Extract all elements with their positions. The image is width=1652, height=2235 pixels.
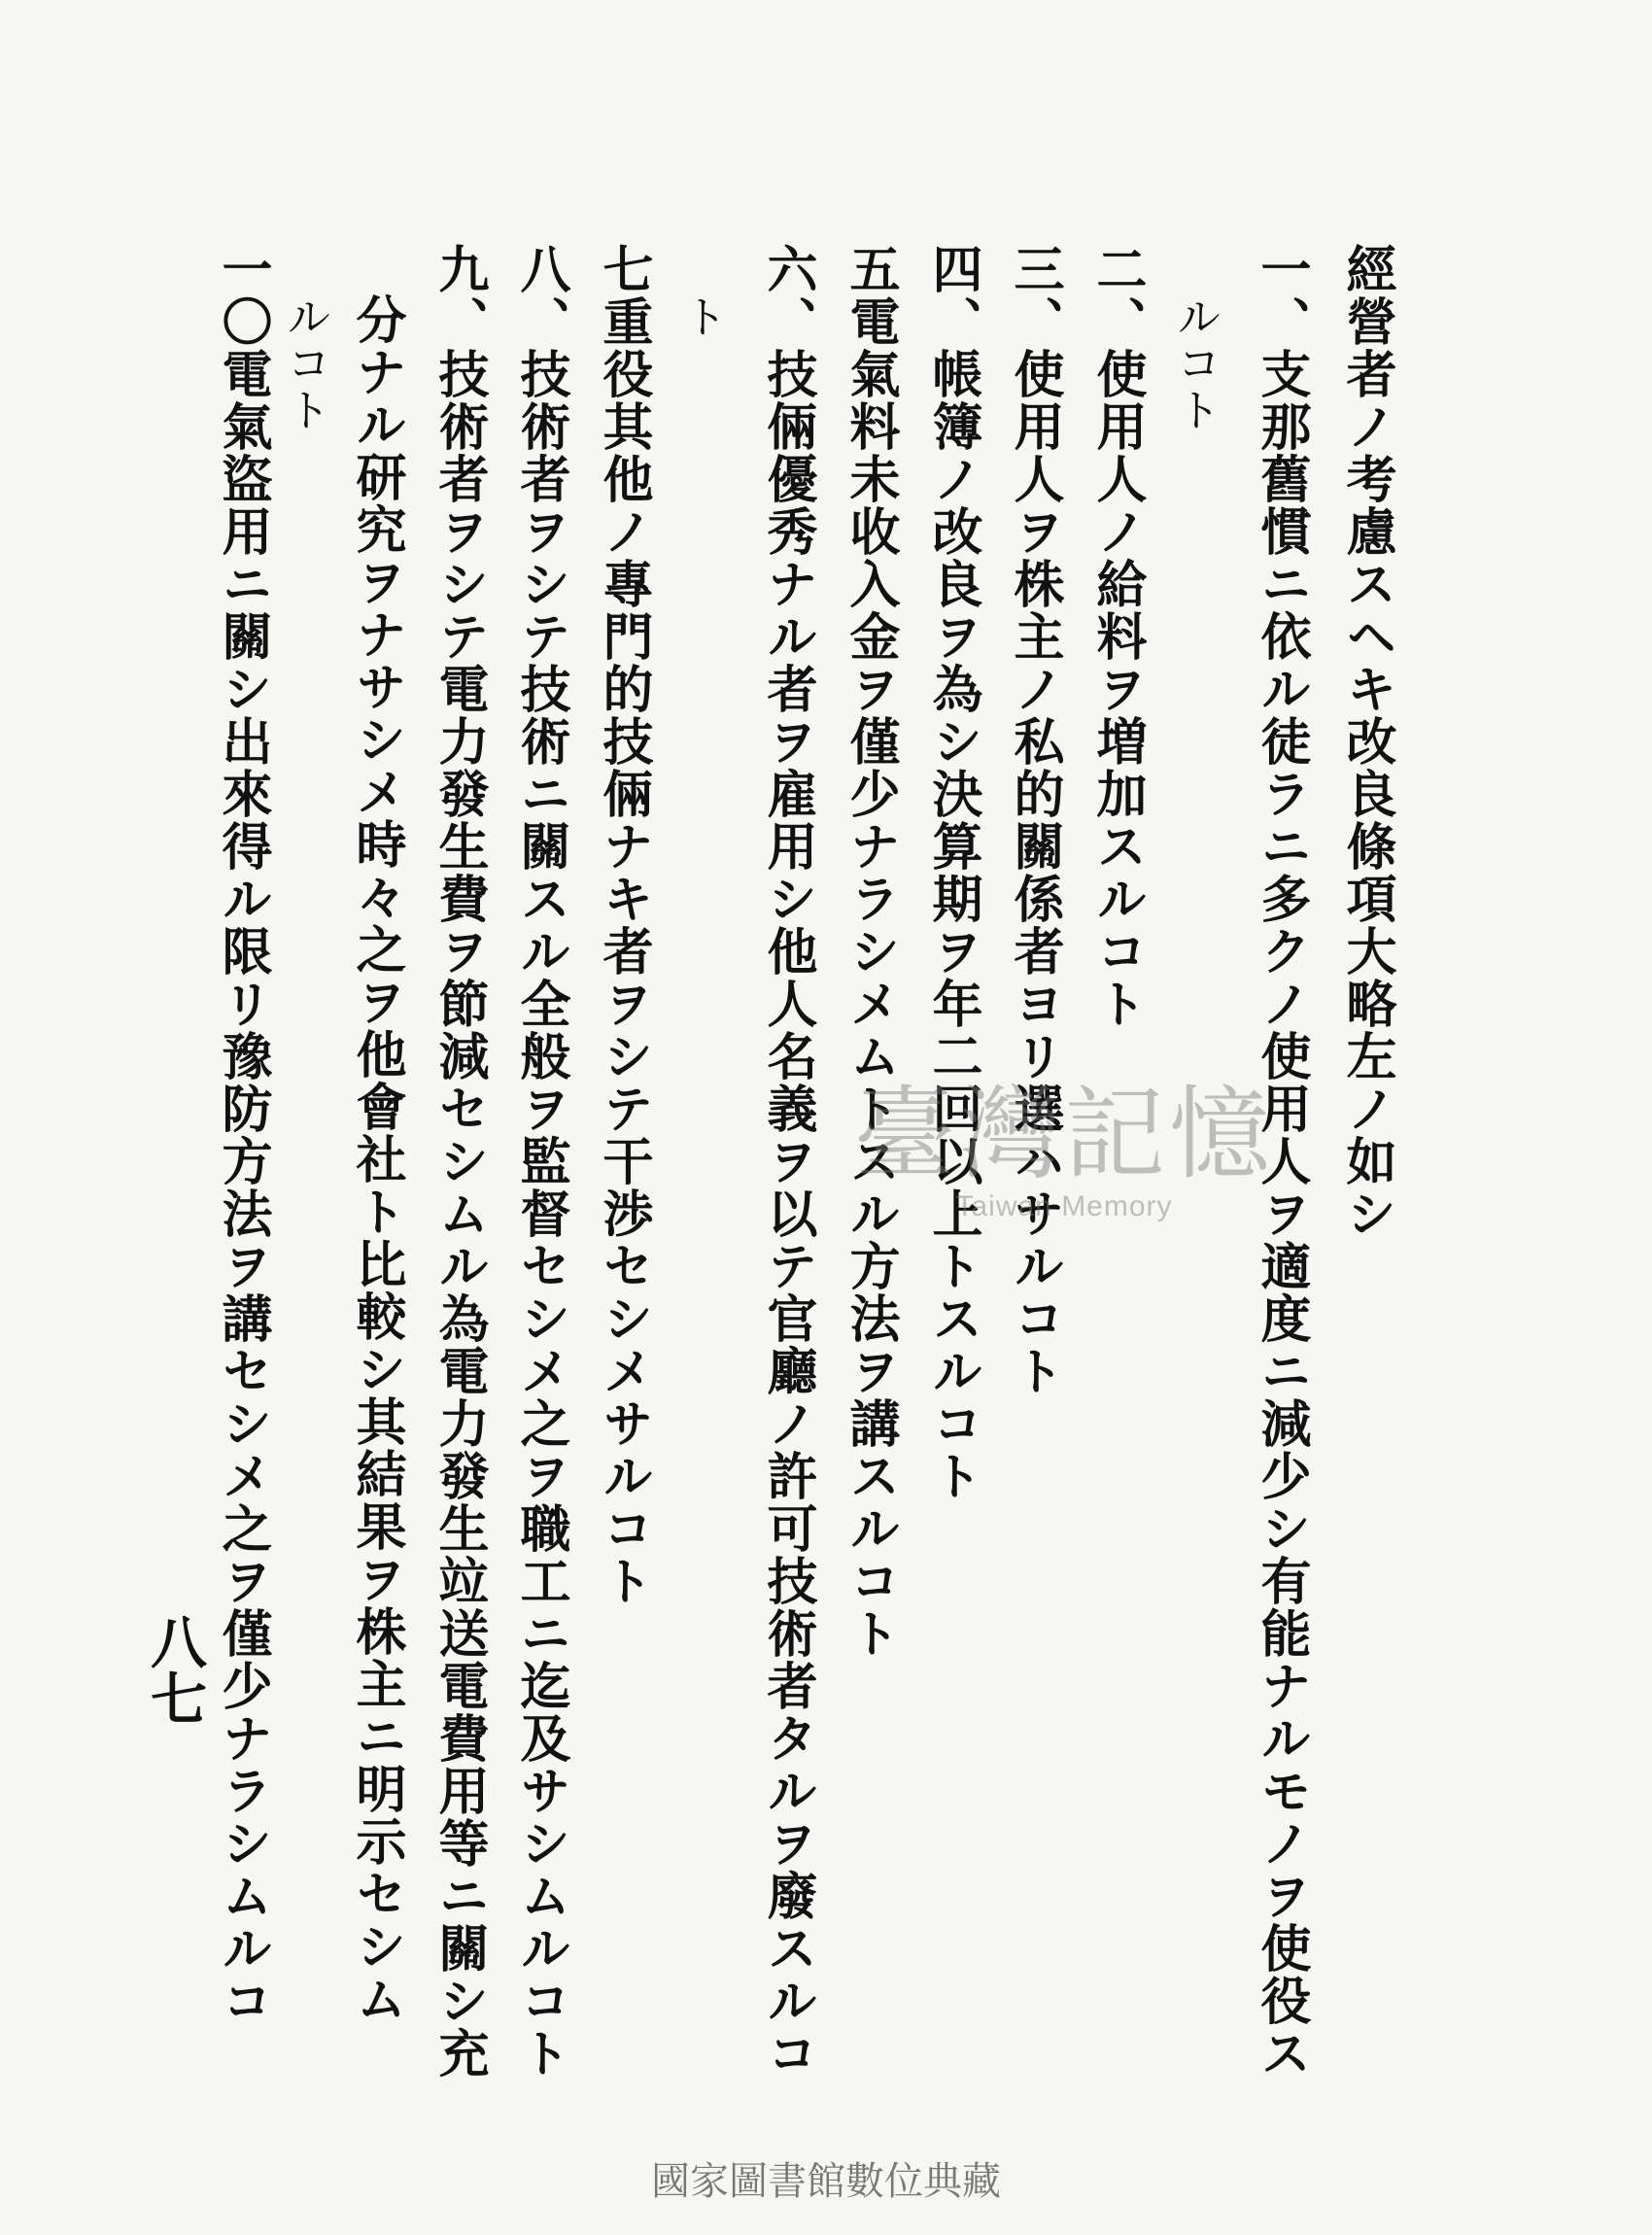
text-column-13: 分ナル研究ヲナサシメ時々之ヲ他會社ト比較シ其結果ヲ株主ニ明示セシム: [347, 293, 406, 2025]
text-column-9: ト: [676, 293, 729, 340]
page-number: 八七: [141, 1613, 207, 1726]
text-column-5: 三、使用人ヲ株主ノ私的關係者ヨリ選ハサルコト: [1005, 243, 1064, 1397]
text-column-11: 八、技術者ヲシテ技術ニ關スル全般ヲ監督セシメ之ヲ職工ニ迄及サシムルコト: [511, 243, 570, 2080]
footer-source: 國家圖書館數位典藏: [651, 2159, 1001, 2204]
text-column-8: 六、技倆優秀ナル者ヲ雇用シ他人名義ヲ以テ官廳ノ許可技術者タルヲ廢スルコ: [758, 243, 817, 2080]
text-column-12: 九、技術者ヲシテ電力發生費ヲ節減セシムル為電力發生竝送電費用等ニ關シ充: [430, 243, 489, 2080]
text-column-2: 一、支那舊慣ニ依ル徒ラニ多クノ使用人ヲ適度ニ減少シ有能ナルモノヲ使役ス: [1252, 243, 1311, 2080]
text-column-1: 經營者ノ考慮スヘキ改良條項大略左ノ如シ: [1337, 243, 1396, 1240]
watermark-main-text: 臺灣記憶: [853, 1075, 1274, 1193]
watermark-logo: [811, 1075, 1317, 1249]
text-column-15: 一〇電氣盜用ニ關シ出來得ル限リ豫防方法ヲ講セシメ之ヲ僅少ナラシムルコ: [213, 243, 272, 2027]
watermark-sub-text: Taiwan Memory: [955, 1190, 1173, 1222]
text-column-3: ルコト: [1170, 293, 1222, 433]
text-column-14: ルコト: [280, 293, 332, 433]
text-column-10: 七重役其他ノ專門的技倆ナキ者ヲシテ干渉セシメサルコト: [594, 243, 653, 1607]
text-column-7: 五電氣料未收入金ヲ僅少ナラシメムトスル方法ヲ講スルコト: [841, 243, 900, 1660]
text-column-4: 二、使用人ノ給料ヲ増加スルコト: [1087, 243, 1147, 1030]
text-column-6: 四、帳簿ノ改良ヲ為シ決算期ヲ年二回以上トスルコト: [923, 243, 982, 1502]
